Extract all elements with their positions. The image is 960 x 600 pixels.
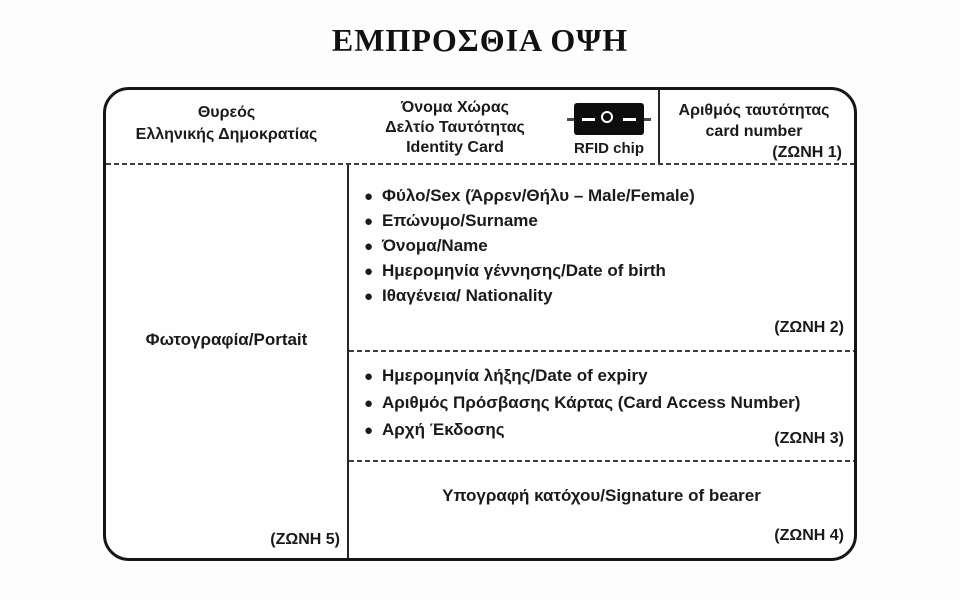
page-title: ΕΜΠΡΟΣΘΙΑ ΟΨΗ	[331, 22, 629, 58]
bullet-icon: ●	[364, 263, 374, 280]
zone2-item-sex: Φύλο/Sex (Άρρεν/Θήλυ – Male/Female)	[382, 186, 695, 205]
zone2-label: (ΖΩΝΗ 2)	[774, 319, 844, 336]
zone4-label: (ΖΩΝΗ 4)	[774, 527, 844, 544]
bullet-icon: ●	[364, 395, 374, 412]
bullet-icon: ●	[364, 213, 374, 230]
crest-label-line1: Θυρεός	[197, 104, 256, 121]
bullet-icon: ●	[364, 368, 374, 385]
rfid-lead-right	[623, 118, 636, 121]
list-item	[364, 259, 695, 284]
rfid-chip-icon	[574, 103, 644, 135]
card-number-greek-line: Αριθμός ταυτότητας	[678, 102, 830, 119]
rfid-chip-block	[562, 103, 656, 157]
bullet-icon: ●	[364, 188, 374, 205]
rfid-contact-right	[644, 118, 651, 121]
list-item	[364, 363, 800, 390]
list-item	[364, 234, 695, 259]
zone2-zone3-dashed-line	[349, 350, 854, 352]
zone5-label: (ΖΩΝΗ 5)	[270, 531, 340, 548]
country-name-line: Όνομα Χώρας	[401, 99, 509, 116]
list-item	[364, 184, 695, 209]
zone2-item-name: Όνομα/Name	[382, 236, 488, 255]
rfid-lead-left	[582, 118, 595, 121]
rfid-contact-left	[567, 118, 574, 121]
card-outline	[103, 87, 857, 561]
photo-area-label: Φωτογραφία/Portait	[145, 330, 308, 349]
card-title-greek-line: Δελτίο Ταυτότητας	[385, 119, 525, 136]
header-cell-card-number	[662, 100, 846, 163]
zone3-item-date-of-expiry: Ημερομηνία λήξης/Date of expiry	[382, 366, 648, 385]
zone2-field-list	[364, 184, 695, 309]
bullet-icon: ●	[364, 422, 374, 439]
header-cell-crest	[106, 102, 347, 146]
card-number-english-line: card number	[705, 123, 803, 140]
list-item	[364, 209, 695, 234]
signature-area-label: Υπογραφή κατόχου/Signature of bearer	[442, 486, 761, 505]
crest-label-line2: Ελληνικής Δημοκρατίας	[135, 126, 318, 143]
list-item	[364, 284, 695, 309]
zone3-label: (ΖΩΝΗ 3)	[774, 430, 844, 447]
rfid-chip-label: RFID chip	[574, 140, 644, 157]
card-title-english-line: Identity Card	[406, 139, 504, 156]
header-bottom-dashed-line	[106, 163, 854, 165]
zone3-zone4-dashed-line	[349, 460, 854, 462]
zone1-label: (ΖΩΝΗ 1)	[772, 144, 842, 161]
list-item	[364, 390, 800, 417]
zone3-item-issuing-authority: Αρχή Έκδοσης	[382, 420, 505, 439]
zone2-item-nationality: Ιθαγένεια/ Nationality	[382, 286, 553, 305]
zone2-item-date-of-birth: Ημερομηνία γέννησης/Date of birth	[382, 261, 666, 280]
header-cell-country	[350, 98, 560, 158]
header-divider-line	[658, 90, 660, 163]
bullet-icon: ●	[364, 288, 374, 305]
zone2-item-surname: Επώνυμο/Surname	[382, 211, 538, 230]
bullet-icon: ●	[364, 238, 374, 255]
rfid-coil-ring	[601, 111, 613, 123]
zone3-item-card-access-number: Αριθμός Πρόσβασης Κάρτας (Card Access Number)	[382, 393, 801, 412]
